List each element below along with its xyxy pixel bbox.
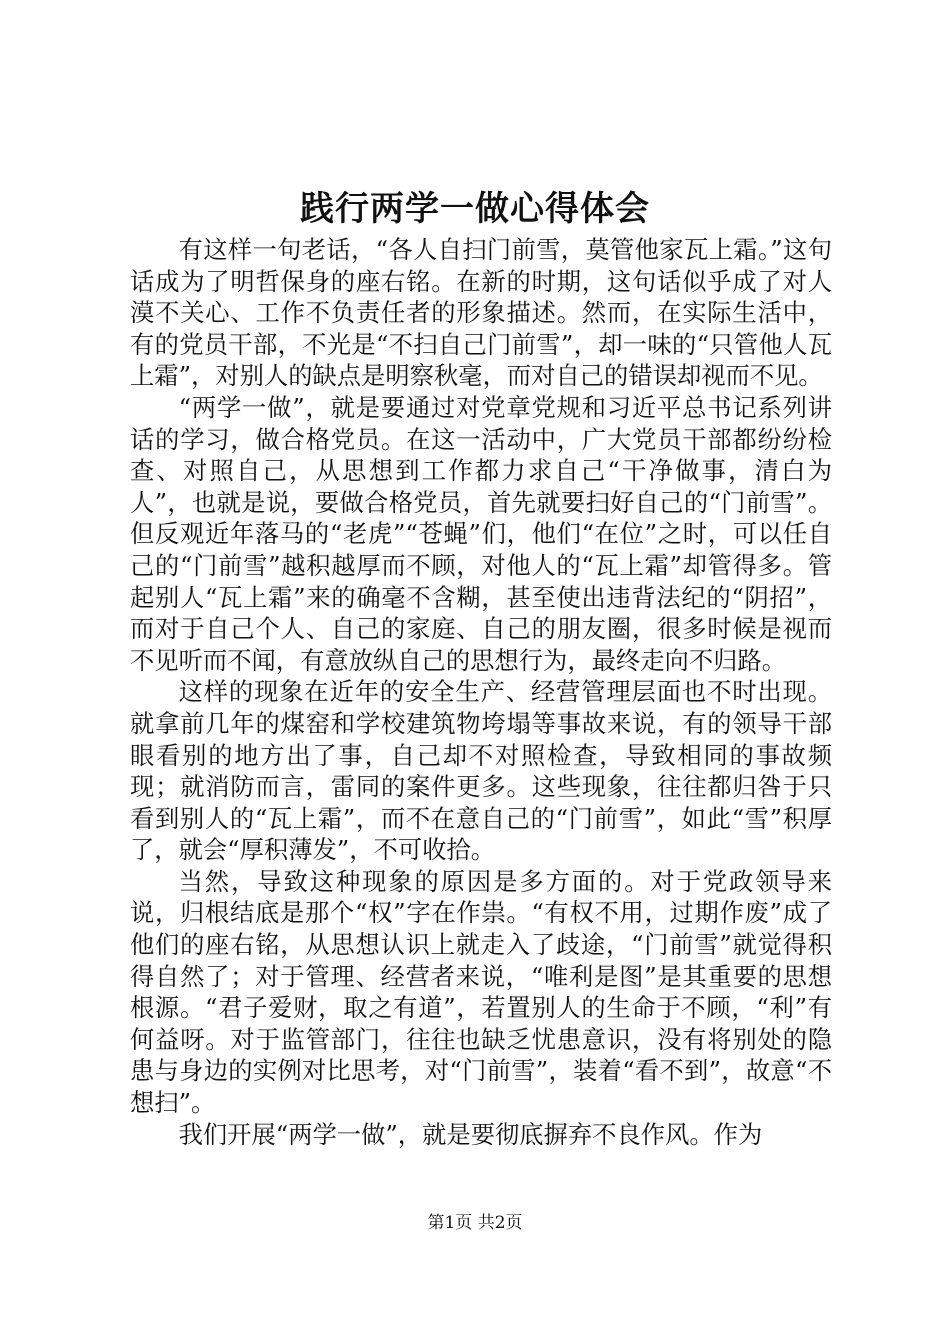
- paragraph: 我们开展“两学一做”，就是要彻底摒弃不良作风。作为: [178, 1119, 763, 1149]
- document-title: 践行两学一做心得体会: [300, 189, 650, 229]
- paragraph: “两学一做”，就是要通过对党章党规和习近平总书记系列讲话的学习，做合格党员。在这一活动中，广大党员干部都纷纷检查、对照自己，从思想到工作都力求自己“干净做事，清白为人”，也就是说，要做合格党员，首先就要扫好自己的“门前雪”。但反观近年落马的“老虎”“苍蝇”们，他们“在位”之时，可以任自己的“门前雪”越积越厚而不顾，对他人的“瓦上霜”却管得多。管起别人“瓦上霜”来的确毫不含糊，甚至使出违背法纪的“阴招”，而对于自己个人、自己的家庭、自己的朋友圈，很多时候是视而不见听而不闻，有意放纵自己的思想行为，最终走向不归路。: [130, 392, 832, 675]
- paragraph: 当然，导致这种现象的原因是多方面的。对于党政领导来说，归根结底是那个“权”字在作祟。“有权不用，过期作废”成了他们的座右铭，从思想认识上就走入了歧途，“门前雪”就觉得积得自然了；对于管理、经营者来说，“唯利是图”是其重要的思想根源。“君子爱财，取之有道”，若置别人的生命于不顾，“利”有何益呀。对于监管部门，往往也缺乏忧患意识，没有将别处的隐患与身边的实例对比思考，对“门前雪”，装着“看不到”，故意“不想扫”。: [130, 866, 832, 1118]
- document-body: [130, 234, 832, 1150]
- page-number-footer: 第1页 共2页: [427, 1213, 523, 1233]
- paragraph: 这样的现象在近年的安全生产、经营管理层面也不时出现。就拿前几年的煤窑和学校建筑物垮塌等事故来说，有的领导干部眼看别的地方出了事，自己却不对照检查，导致相同的事故频现；就消防而言，雷同的案件更多。这些现象，往往都归咎于只看到别人的“瓦上霜”，而不在意自己的“门前雪”，如此“雪”积厚了，就会“厚积薄发”，不可收拾。: [130, 677, 832, 865]
- paragraph: 有这样一句老话，“各人自扫门前雪，莫管他家瓦上霜。”这句话成为了明哲保身的座右铭。在新的时期，这句话似乎成了对人漠不关心、工作不负责任者的形象描述。然而，在实际生活中，有的党员干部，不光是“不扫自己门前雪”，却一味的“只管他人瓦上霜”，对别人的缺点是明察秋毫，而对自己的错误却视而不见。: [130, 235, 832, 391]
